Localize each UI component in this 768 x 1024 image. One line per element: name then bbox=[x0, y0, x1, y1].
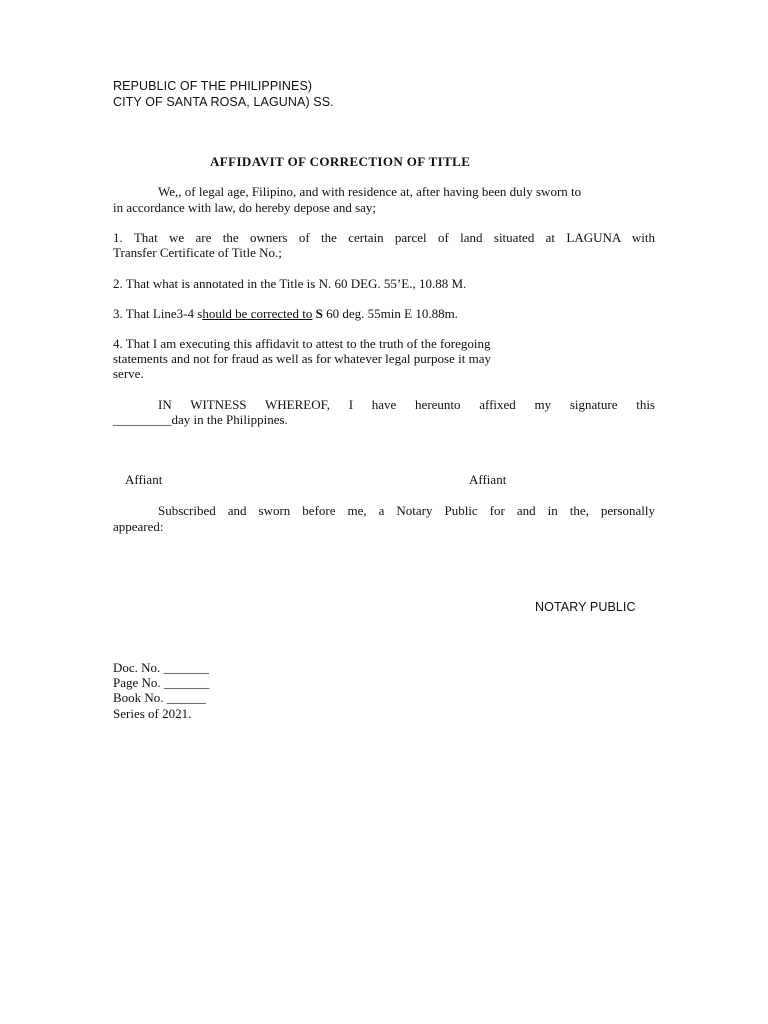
header-line-2: CITY OF SANTA ROSA, LAGUNA) SS. bbox=[113, 95, 334, 109]
item-3-bold: S bbox=[315, 306, 323, 321]
witness-line-1: IN WITNESS WHEREOF, I have hereunto affixed my signature this bbox=[158, 397, 655, 412]
header-line-1: REPUBLIC OF THE PHILIPPINES) bbox=[113, 79, 313, 93]
item-3-prefix: 3. That Line3-4 s bbox=[113, 306, 203, 321]
book-number: Book No. ______ bbox=[113, 690, 206, 705]
notary-public-label: NOTARY PUBLIC bbox=[535, 600, 636, 614]
item-1-line-2: Transfer Certificate of Title No.; bbox=[113, 245, 282, 260]
item-3-underlined: hould be corrected to bbox=[202, 306, 313, 321]
subscribed-line-2: appeared: bbox=[113, 519, 164, 534]
item-4-line-2: statements and not for fraud as well as for whatever legal purpose it may bbox=[113, 351, 491, 366]
subscribed-line-1: Subscribed and sworn before me, a Notary Public for and in the, personally bbox=[158, 503, 655, 518]
item-3-suffix: 60 deg. 55min E 10.88m. bbox=[322, 306, 458, 321]
page-number: Page No. _______ bbox=[113, 675, 210, 690]
witness-line-2: _________day in the Philippines. bbox=[113, 412, 288, 427]
intro-line-2: in accordance with law, do hereby depose and say; bbox=[113, 200, 377, 215]
item-1-line-1: 1. That we are the owners of the certain parcel of land situated at LAGUNA with bbox=[113, 230, 655, 245]
intro-line-1: We,, of legal age, Filipino, and with residence at, after having been duly sworn to bbox=[158, 184, 582, 199]
document-title: AFFIDAVIT OF CORRECTION OF TITLE bbox=[210, 154, 471, 169]
item-4-line-3: serve. bbox=[113, 366, 144, 381]
item-3 bbox=[113, 306, 458, 321]
doc-number: Doc. No. _______ bbox=[113, 660, 210, 675]
series-year: Series of 2021. bbox=[113, 706, 192, 721]
affiant-right-label: Affiant bbox=[469, 472, 507, 487]
item-2: 2. That what is annotated in the Title is N. 60 DEG. 55’E., 10.88 M. bbox=[113, 276, 467, 291]
item-4-line-1: 4. That I am executing this affidavit to attest to the truth of the foregoing bbox=[113, 336, 491, 351]
affiant-left-label: Affiant bbox=[125, 472, 163, 487]
